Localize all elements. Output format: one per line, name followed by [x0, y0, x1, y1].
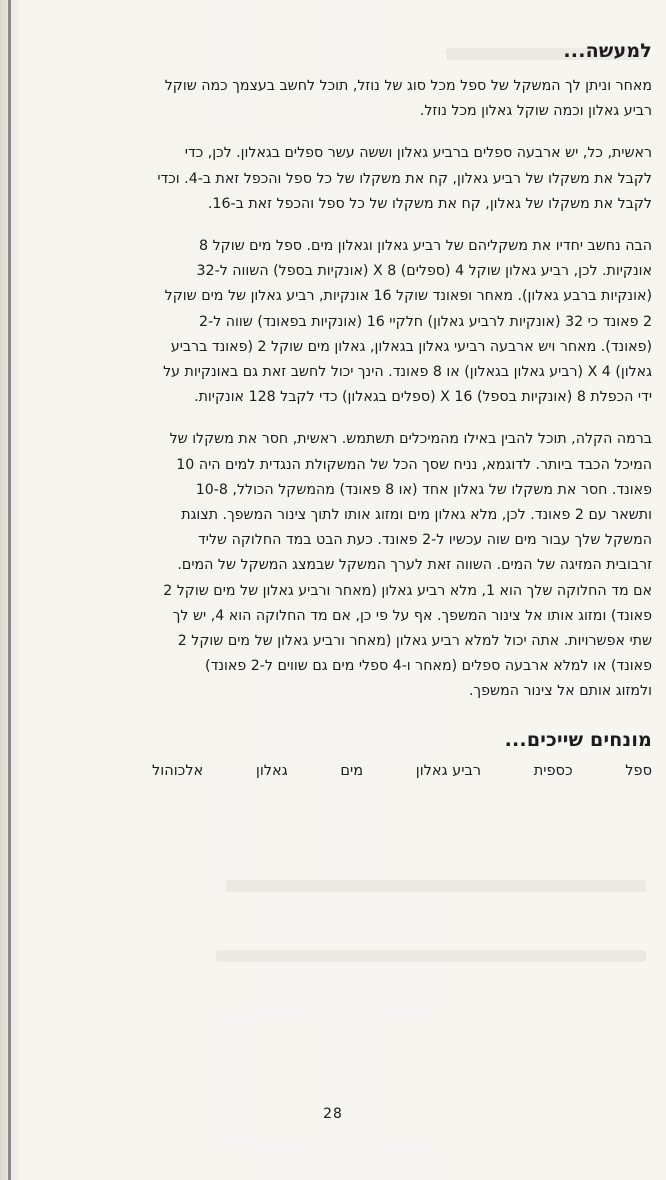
text-line: המיכל הכבד ביותר. לדוגמא, נניח שסך הכל של המשקולת הנגדית למים היה 10 — [176, 456, 652, 473]
text-line: ברמה הקלה, תוכל להבין באילו מהמיכלים תשתמש. ראשית, חסר את משקלו של — [169, 431, 652, 448]
text-line: לקבל את משקלו של רביע גאלון, קח את משקלו של כל ספל והכפל זאת ב-4. וכדי — [157, 170, 652, 187]
text-line: פאונד. חסר את משקלו של גאלון אחד (או 8 פאונד) מהמשקל הכולל, 10-8 — [195, 481, 652, 498]
binding-edge — [8, 0, 11, 1180]
term-quart: רביע גאלון — [415, 762, 482, 779]
term-cup: ספל — [625, 762, 652, 779]
text-line: המשקל שלך עבור מים שוה עכשיו ל-2 פאונד. כעת הבט במד החלוקה שליד — [198, 532, 652, 549]
text-line: ותשאר עם 2 פאונד. לכן, מלא גאלון מים ומזוג אותו לתוך צינור המשפך. תצוגת — [181, 507, 652, 524]
text-line: ראשית, כל, יש ארבעה ספלים ברביע גאלון וששה עשר ספלים בגאלון. לכן, כדי — [184, 145, 652, 162]
text-line: 2 פאונד כי 32 (אונקיות לרביע גאלון) חלקיי 16 (אונקיות בפאונד) שווה ל-2 — [199, 313, 652, 330]
paragraph-water-weight — [18, 234, 652, 410]
bleed-through-shade — [216, 950, 646, 962]
text-line: זרבובית המזיגה של המים. השווה זאת לערך המשקל שבמצג המשקל של המים. — [177, 557, 652, 574]
text-line: פאונד) או למלא ארבעה ספלים (מאחר ו-4 ספלי מים גם שווים ל-2 פאונד) — [205, 658, 652, 675]
section-heading-practice: למעשה... — [563, 40, 652, 62]
text-line: שתי אפשרויות. אתה יכול למלא רביע גאלון (מאחר ורביע גאלון של מים שוקל 2 — [177, 633, 652, 650]
paragraph-cups-per-gallon — [18, 141, 652, 217]
text-line: לקבל את משקלו של גאלון, קח את משקלו של כל ספל והכפל זאת ב-16. — [207, 195, 652, 212]
text-line: הבה נחשב יחדיו את משקליהם של רביע גאלון וגאלון מים. ספל מים שוקל 8 — [199, 238, 652, 255]
text-line: גאלון) X 4 (רביע גאלון בגאלון) או 8 פאונד. הינך יכול לחשב זאת גם באונקיות על — [163, 364, 652, 381]
page-content — [18, 40, 652, 779]
text-line: אם מד החלוקה שלך הוא 1, מלא רביע גאלון (מאחר ורביע גאלון של מים שוקל 2 — [163, 582, 652, 599]
text-line: מאחר וניתן לך המשקל של ספל מכל סוג של נוזל, תוכל לחשב בעצמך כמה שוקל — [164, 78, 652, 94]
term-alcohol: אלכוהול — [152, 762, 204, 779]
text-line: ידי הכפלת 8 (אונקיות בספל) X 16 (ספלים בגאלון) כדי לקבל 128 אונקיות. — [194, 389, 652, 406]
paragraph-containers — [18, 427, 652, 704]
page-number: 28 — [323, 1106, 343, 1122]
term-mercury: כספית — [533, 762, 573, 779]
term-gallon: גאלון — [255, 762, 288, 779]
text-line: פאונד) ומזוג אותו אל צינור המשפך. אף על פי כן, אם מד החלוקה הוא 4, יש לך — [172, 607, 652, 624]
text-line: אונקיות. לכן, רביע גאלון שוקל 4 (ספלים) X 8 (אונקיות בספל) השווה ל-32 — [196, 263, 652, 280]
text-line: (אונקיות ברבע גאלון). מאחר ופאונד שוקל 16 אונקיות, רביע גאלון של מים שוקל — [164, 288, 652, 305]
bleed-through-shade — [226, 880, 646, 892]
paragraph-intro — [18, 74, 652, 124]
related-terms-list — [152, 763, 652, 779]
term-water: מים — [340, 762, 364, 779]
text-line: ולמזוג אותם אל צינור המשפך. — [469, 683, 652, 700]
text-line: רביע גאלון וכמה שוקל גאלון מכל נוזל. — [419, 103, 652, 120]
text-line: (פאונד). מאחר ויש ארבעה רביעי גאלון בגאלון, גאלון מים שוקל 2 (פאונד ברביע — [170, 338, 652, 355]
section-heading-related-terms: מונחים שייכים... — [504, 728, 652, 751]
